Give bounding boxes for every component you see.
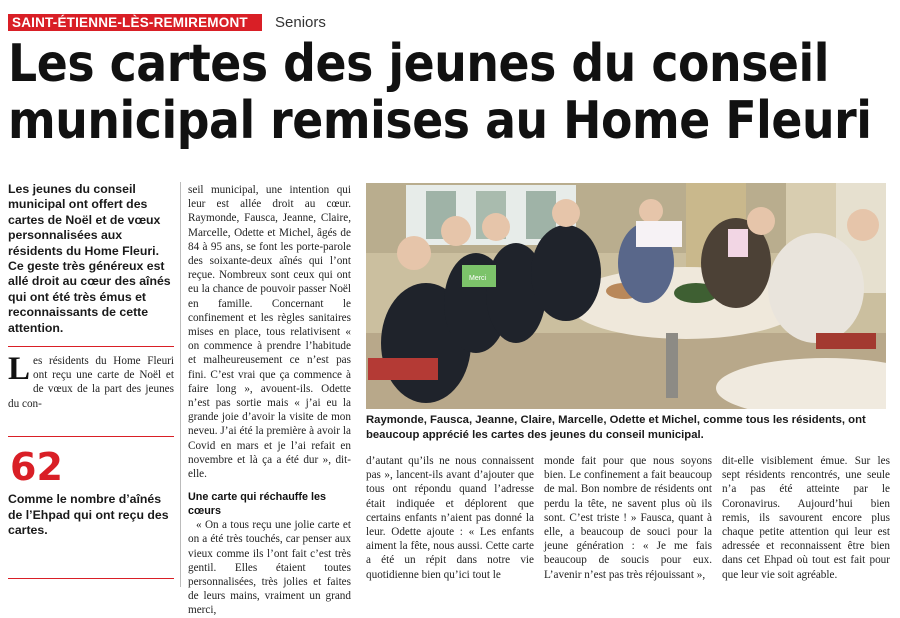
- article-column-4: [544, 454, 712, 582]
- photo-caption: Raymonde, Fausca, Jeanne, Claire, Marcelle, Odette et Michel, comme tous les résidents, ont beaucoup apprécié les cartes des jeunes du conseil municipal.: [366, 414, 866, 441]
- standfirst-rule: [8, 346, 174, 347]
- stat-rule-top: [8, 436, 174, 437]
- headline-line-1: Les cartes des jeunes du conseil: [8, 34, 830, 94]
- photo-card-text: Merci: [469, 275, 487, 282]
- article-column-3: [366, 454, 534, 582]
- column-separator: [180, 182, 181, 587]
- stat-number: 62: [10, 445, 63, 489]
- article-column-2: [188, 183, 351, 618]
- article-photo: [366, 183, 886, 409]
- article-column-5: [722, 454, 890, 582]
- kicker-location: SAINT-ÉTIENNE-LÈS-REMIREMONT: [8, 14, 262, 31]
- standfirst: Les jeunes du conseil municipal ont offert des cartes de Noël et de vœux personnalisées aux résidents du Home Fleuri. Ce geste très généreux est allé droit au cœur des aînés qui ont été très émus et reconnaissants de cette attention.: [8, 182, 171, 335]
- intro-text: es résidents du Home Fleuri ont reçu une carte de Noël et de vœux de la part des jeunes du con-: [8, 355, 174, 410]
- photo-illustration: [366, 183, 886, 409]
- column-2-text: seil municipal, une intention qui leur est allée droit au cœur. Raymonde, Fausca, Jeanne, Claire, Marcelle, Odette et Michel, âgés de 84 à 95 ans, se font les porte-parole des soixante-deux aînés qui l’ont reçue. Nombreux sont ceux qui ont eu la chance de pouvoir passer Noël en famille. Concernant le confinement et les règles sanitaires mises en place, tous relativisent « on commence à prendre l’habitude et malheureusement ce n’est pas fini. C’est vrai que ça commence à faire long », avouent-ils. Odette n’est pas sortie mais « j’ai eu la grande joie d’avoir la visite de mon neveu. J’ai été la première à avoir la Covid en mars et je l’ai refait en novembre et là ça a été dur », dit-elle.: [188, 184, 351, 481]
- dropcap: L: [8, 351, 31, 387]
- column-2-text-2: « On a tous reçu une jolie carte et on a été très touchés, car penser aux vieux comme ils l’ont fait c’est très gentil. Elles étaient toutes personnalisées, très jolies et faites de leurs mains, vraiment un grand merci,: [188, 519, 351, 617]
- column-3-text: d’autant qu’ils ne nous connaissent pas », lancent-ils avant d’ajouter que tous ont répondu quand l’adresse était indiquée et déplorent que certains enfants n’aient pas donné la leur. Odette ajoute : « Les enfants aiment la fête, nous aussi. Cette carte a été un répit dans notre vie quotidienne bien qu’ici tout le: [366, 455, 534, 581]
- kicker-rubric: Seniors: [275, 14, 326, 31]
- stat-caption: Comme le nombre d’aînés de l’Ehpad qui ont reçu des cartes.: [8, 492, 169, 537]
- stat-rule-bottom: [8, 578, 174, 579]
- column-5-text: dit-elle visiblement émue. Sur les sept résidents rencontrés, une seule n’a pas été atteinte par le Coronavirus. Aujourd’hui bien remis, ils savourent encore plus chaque petite attention qui leur est adressée et reconnaissent être bien dans cet Ehpad où tout est fait pour que leur vie soit agréable.: [722, 455, 890, 581]
- intro-paragraph: [8, 351, 174, 411]
- headline-line-2: municipal remises au Home Fleuri: [8, 91, 872, 151]
- column-4-text: monde fait pour que nous soyons bien. Le confinement a fait beaucoup de mal. Bon nombre de résidents ont perdu la tête, ne savent plus où ils sont. C’est triste ! » Fausca, quant à elle, a beaucoup de souci pour la jeune génération : « Je me fais beaucoup de soucis pour eux. L’avenir n’est pas très réjouissant »,: [544, 455, 712, 581]
- subheading: Une carte qui réchauffe les cœurs: [188, 491, 327, 518]
- headline: [8, 34, 872, 151]
